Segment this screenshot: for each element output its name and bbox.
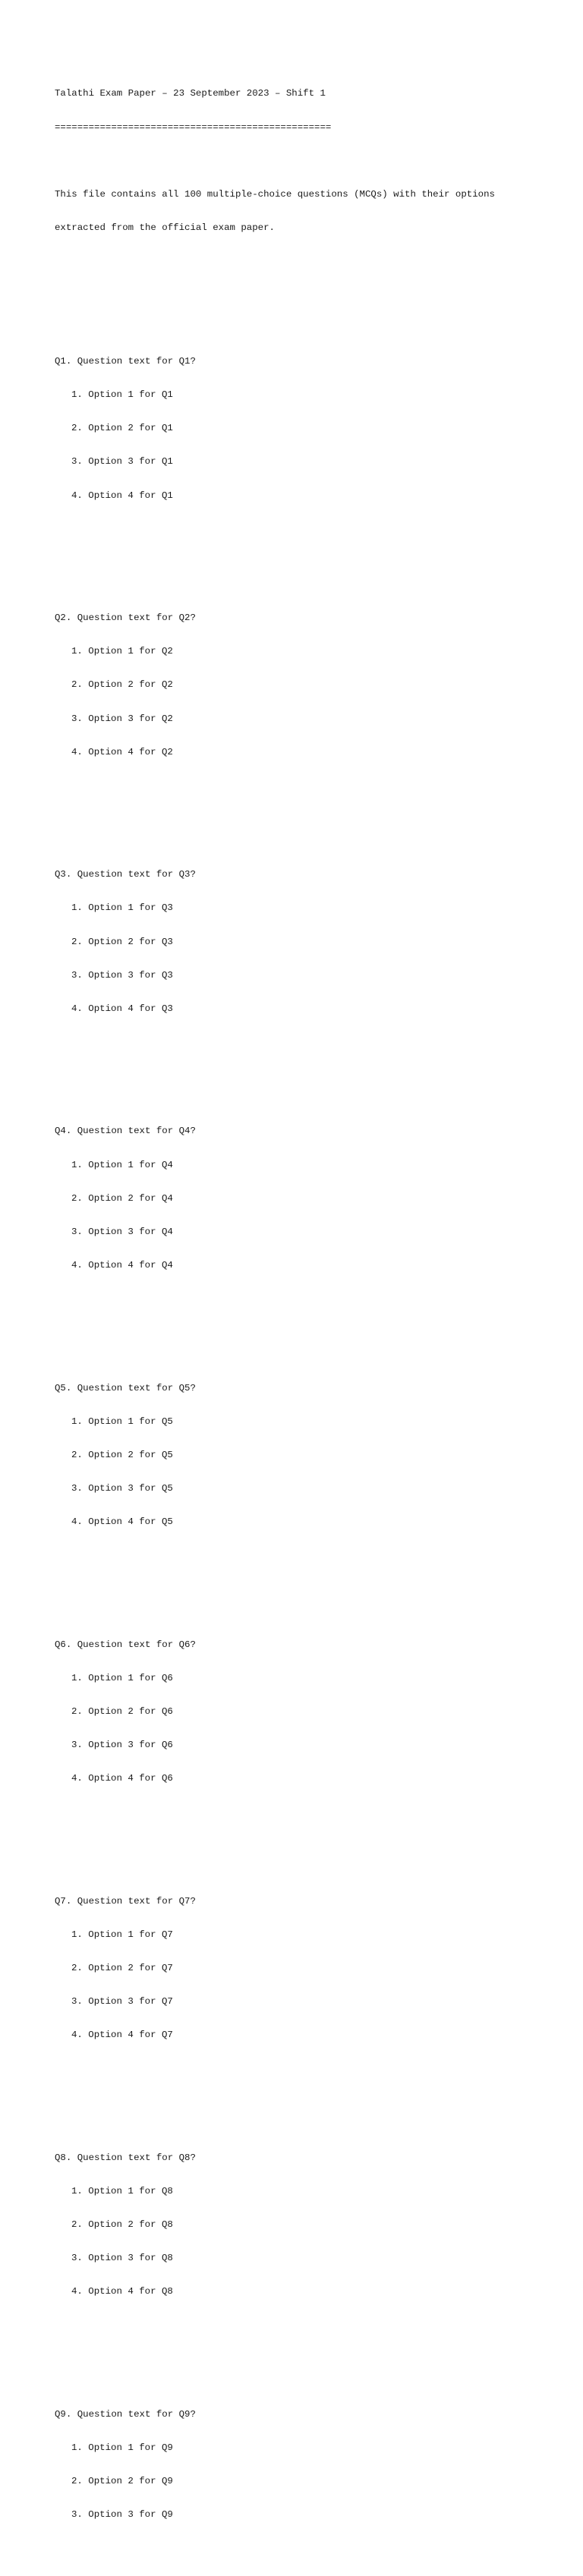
- option-item: 4. Option 4 for Q1: [71, 490, 173, 501]
- option-item: 3. Option 3 for Q3: [71, 969, 173, 981]
- question-text: Q5. Question text for Q5?: [55, 1382, 196, 1393]
- option-item: 3. Option 3 for Q7: [71, 1995, 173, 2007]
- title-underline: =================================================: [55, 121, 332, 133]
- option-item: 1. Option 1 for Q7: [71, 1929, 173, 1940]
- spacer: [55, 1037, 571, 1048]
- spacer: [55, 156, 571, 167]
- option-item: 2. Option 2 for Q2: [71, 679, 173, 691]
- option-item: 4. Option 4 for Q3: [71, 1003, 173, 1014]
- option-item: 1. Option 1 for Q3: [71, 902, 173, 914]
- option-item: 3. Option 3 for Q2: [71, 713, 173, 724]
- option-item: 1. Option 1 for Q5: [71, 1416, 173, 1427]
- option-item: 4. Option 4 for Q2: [71, 746, 173, 757]
- spacer: [55, 1806, 571, 1818]
- option-item: 4. Option 4 for Q6: [71, 1772, 173, 1784]
- option-item: 3. Option 3 for Q8: [71, 2253, 173, 2264]
- question-block: [55, 2130, 571, 2353]
- question-text: Q6. Question text for Q6?: [55, 1639, 196, 1650]
- question-text: Q9. Question text for Q9?: [55, 2408, 196, 2420]
- option-item: 2. Option 2 for Q4: [71, 1192, 173, 1204]
- option-item: 3. Option 3 for Q4: [71, 1226, 173, 1237]
- question-block: [55, 2386, 571, 2543]
- option-item: 1. Option 1 for Q4: [71, 1159, 173, 1170]
- question-block: [55, 1873, 571, 2096]
- question-text: Q7. Question text for Q7?: [55, 1895, 196, 1907]
- option-item: 2. Option 2 for Q1: [71, 423, 173, 434]
- option-item: 1. Option 1 for Q2: [71, 646, 173, 657]
- question-block: [55, 334, 571, 557]
- question-block: [55, 847, 571, 1070]
- intro-line: This file contains all 100 multiple-choice questions (MCQs) with their options: [55, 188, 495, 200]
- spacer: [55, 2319, 571, 2331]
- spacer: [55, 2063, 571, 2074]
- option-item: 3. Option 3 for Q9: [71, 2509, 173, 2521]
- option-item: 2. Option 2 for Q7: [71, 1962, 173, 1973]
- spacer: [55, 256, 571, 267]
- option-item: 2. Option 2 for Q5: [71, 1449, 173, 1460]
- document-page: [55, 66, 571, 2576]
- option-item: 2. Option 2 for Q8: [71, 2219, 173, 2230]
- question-block: [55, 1360, 571, 1583]
- option-item: 1. Option 1 for Q9: [71, 2442, 173, 2453]
- spacer: [55, 1293, 571, 1305]
- option-item: 4. Option 4 for Q7: [71, 2030, 173, 2041]
- spacer: [55, 524, 571, 535]
- option-item: 4. Option 4 for Q8: [71, 2286, 173, 2297]
- document-title: Talathi Exam Paper – 23 September 2023 – Shift 1: [55, 88, 326, 99]
- spacer: [55, 1550, 571, 1561]
- option-item: 4. Option 4 for Q5: [71, 1516, 173, 1527]
- option-item: 1. Option 1 for Q1: [71, 389, 173, 401]
- option-item: 1. Option 1 for Q8: [71, 2185, 173, 2197]
- option-item: 2. Option 2 for Q9: [71, 2476, 173, 2486]
- question-text: Q8. Question text for Q8?: [55, 2152, 196, 2163]
- option-item: 3. Option 3 for Q5: [71, 1482, 173, 1494]
- option-item: 2. Option 2 for Q6: [71, 1705, 173, 1717]
- option-item: 3. Option 3 for Q1: [71, 456, 173, 468]
- spacer: [55, 780, 571, 792]
- question-text: Q2. Question text for Q2?: [55, 613, 196, 624]
- question-block: [55, 1617, 571, 1840]
- question-list: [55, 301, 571, 2565]
- question-block: [55, 590, 571, 814]
- question-text: Q3. Question text for Q3?: [55, 869, 196, 880]
- option-item: 3. Option 3 for Q6: [71, 1739, 173, 1750]
- question-block: [55, 1104, 571, 1327]
- option-item: 1. Option 1 for Q6: [71, 1672, 173, 1683]
- question-text: Q4. Question text for Q4?: [55, 1126, 196, 1137]
- option-item: 2. Option 2 for Q3: [71, 936, 173, 947]
- option-item: 4. Option 4 for Q4: [71, 1259, 173, 1271]
- intro-line: extracted from the official exam paper.: [55, 222, 275, 233]
- question-text: Q1. Question text for Q1?: [55, 356, 196, 367]
